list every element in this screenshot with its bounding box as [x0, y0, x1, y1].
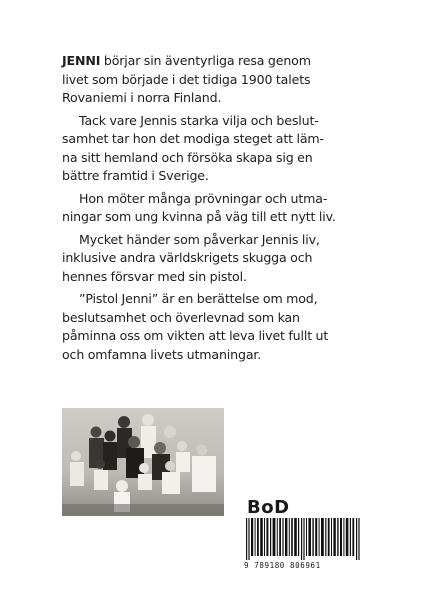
blurb-paragraph-4: [62, 231, 362, 287]
blurb-line: samhet tar hon det modiga steget att läm-: [62, 131, 324, 146]
publisher-logo: BoD: [247, 497, 290, 518]
blurb-line: ningar som ung kvinna på väg till ett nytt liv.: [62, 209, 336, 224]
barcode-bars: [244, 518, 362, 560]
blurb-line: ”Pistol Jenni” är en berättelse om mod,: [79, 291, 318, 306]
blurb-line: na sitt hemland och försöka skapa sig en: [62, 149, 313, 165]
blurb-paragraph-3: [62, 190, 362, 227]
blurb-lead-name: JENNI: [62, 53, 101, 68]
blurb-line: Mycket händer som påverkar Jennis liv,: [79, 231, 320, 247]
blurb-line: påminna oss om vikten att leva livet fullt ut: [62, 328, 329, 343]
blurb-line: Tack vare Jennis starka vilja och beslut-: [79, 112, 319, 128]
blurb-line: hennes försvar med sin pistol.: [62, 268, 247, 284]
blurb-line: JENNI börjar sin äventyrliga resa genom: [62, 53, 311, 68]
back-cover-blurb: [62, 52, 362, 368]
blurb-paragraph-5: [62, 290, 362, 364]
blurb-line: bättre framtid i Sverige.: [62, 168, 209, 183]
blurb-paragraph-1: [62, 52, 362, 108]
blurb-line: inklusive andra världskrigets skugga och: [62, 250, 313, 265]
blurb-line: Hon möter många prövningar och utma-: [79, 190, 328, 206]
family-photo-illustration: [62, 408, 224, 516]
blurb-line: beslutsamhet och överlevnad som kan: [62, 309, 300, 325]
blurb-line: livet som började i det tidiga 1900 talets: [62, 71, 311, 87]
blurb-line: och omfamna livets utmaningar.: [62, 346, 262, 362]
blurb-line: Rovaniemi i norra Finland.: [62, 90, 222, 105]
isbn-barcode-number: 9 789180 806961: [244, 561, 321, 570]
family-group-photo: [62, 408, 224, 516]
blurb-paragraph-2: [62, 112, 362, 186]
isbn-barcode: [244, 518, 362, 560]
